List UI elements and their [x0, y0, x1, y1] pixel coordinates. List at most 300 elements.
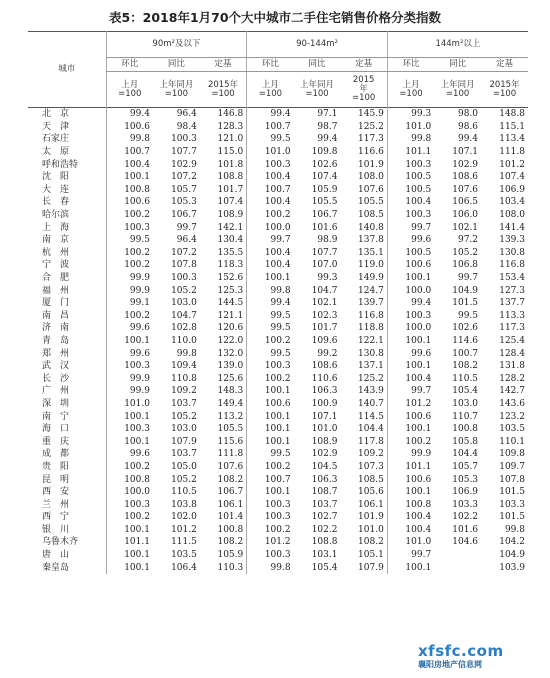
index-value: 103.7 — [171, 398, 197, 409]
index-value: 99.7 — [387, 385, 434, 398]
index-value: 109.8 — [499, 449, 525, 460]
index-value: 98.0 — [457, 109, 479, 120]
table-row — [28, 524, 528, 537]
city-name: 广 州 — [42, 386, 70, 397]
index-value: 98.4 — [176, 121, 197, 132]
index-value: 106.3 — [311, 386, 338, 397]
index-value: 99.4 — [247, 108, 294, 121]
price-index-table — [28, 31, 528, 574]
index-value: 135.1 — [358, 247, 384, 258]
index-value: 108.2 — [217, 537, 244, 548]
index-value: 98.6 — [457, 121, 479, 132]
sub-header-base: 定基 — [200, 58, 247, 72]
index-value: 153.4 — [499, 273, 525, 284]
index-value: 100.3 — [387, 310, 434, 323]
index-value: 100.1 — [247, 272, 294, 285]
index-value: 125.6 — [217, 373, 244, 384]
base-header-base: 2015年 =100 — [207, 79, 239, 99]
index-value: 137.1 — [358, 361, 384, 372]
table-row — [28, 461, 528, 474]
index-value: 99.8 — [247, 284, 294, 297]
index-value: 103.1 — [311, 550, 338, 561]
index-value: 100.1 — [387, 360, 434, 373]
table-header — [28, 32, 528, 108]
city-name: 兰 州 — [42, 499, 70, 510]
index-value: 113.4 — [499, 134, 525, 145]
index-value: 149.9 — [358, 273, 384, 284]
index-value: 100.1 — [106, 335, 153, 348]
index-value: 100.6 — [387, 259, 434, 272]
table-row — [28, 133, 528, 146]
index-value: 107.1 — [452, 147, 479, 158]
table-row — [28, 385, 528, 398]
index-value: 106.1 — [358, 499, 384, 510]
table-row — [28, 473, 528, 486]
index-value: 120.6 — [217, 323, 244, 334]
sub-header-base: 定基 — [481, 58, 528, 72]
index-value: 102.6 — [452, 323, 479, 334]
index-value: 107.9 — [358, 562, 384, 573]
index-value: 116.8 — [358, 310, 384, 321]
index-value: 101.4 — [217, 512, 244, 523]
index-value: 109.2 — [171, 386, 197, 397]
index-value: 100.3 — [106, 221, 153, 234]
index-value: 108.6 — [452, 172, 479, 183]
table-row — [28, 486, 528, 499]
table-row — [28, 146, 528, 159]
index-value: 135.5 — [217, 247, 244, 258]
index-value: 106.7 — [311, 210, 338, 221]
index-value: 110.8 — [171, 373, 197, 384]
index-value: 97.1 — [317, 109, 338, 120]
index-value: 103.3 — [452, 499, 479, 510]
index-value: 104.7 — [171, 310, 197, 321]
city-name: 乌鲁木齐 — [42, 537, 79, 548]
city-name: 宁 波 — [42, 260, 70, 271]
index-value: 106.8 — [452, 260, 479, 271]
city-name: 贵 阳 — [42, 461, 70, 472]
index-value: 103.5 — [499, 424, 525, 435]
city-name: 南 京 — [42, 235, 70, 246]
index-value: 99.4 — [247, 297, 294, 310]
index-value: 104.2 — [499, 537, 525, 548]
index-value: 101.2 — [171, 524, 197, 535]
sub-header-base: 定基 — [340, 58, 387, 72]
index-value: 99.7 — [457, 273, 479, 284]
base-header-mom: 上月 =100 — [247, 72, 294, 108]
index-value: 100.7 — [247, 121, 294, 134]
index-value: 122.1 — [358, 335, 384, 346]
index-value: 100.8 — [217, 524, 244, 535]
table-row — [28, 410, 528, 423]
index-value: 99.5 — [247, 133, 294, 146]
index-value: 107.7 — [311, 247, 338, 258]
index-value: 116.8 — [499, 260, 525, 271]
index-value: 100.5 — [387, 171, 434, 184]
index-value: 102.0 — [171, 512, 197, 523]
index-value: 101.5 — [452, 298, 479, 309]
city-name: 海 口 — [42, 424, 70, 435]
index-value: 100.1 — [247, 423, 294, 436]
index-value: 130.8 — [499, 247, 525, 258]
sub-header-mom: 环比 — [387, 58, 434, 72]
index-value: 100.6 — [247, 398, 294, 411]
index-value: 105.5 — [217, 424, 244, 435]
index-value: 96.4 — [176, 109, 197, 120]
index-value: 108.5 — [358, 474, 384, 485]
sub-header-yoy: 同比 — [434, 58, 481, 72]
index-value: 128.4 — [499, 348, 525, 359]
index-value: 108.0 — [499, 210, 525, 221]
index-value: 99.2 — [317, 348, 338, 359]
index-value: 105.9 — [311, 184, 338, 195]
index-value: 100.0 — [387, 284, 434, 297]
table-row — [28, 322, 528, 335]
index-value: 105.7 — [452, 461, 479, 472]
index-value: 99.6 — [106, 322, 153, 335]
index-value: 100.3 — [247, 498, 294, 511]
group-header-small: 90m²及以下 — [106, 32, 247, 58]
table-row — [28, 398, 528, 411]
index-value: 143.9 — [358, 386, 384, 397]
index-value: 144.5 — [217, 298, 244, 309]
index-value: 102.3 — [311, 310, 338, 321]
group-header-medium: 90-144m² — [247, 32, 388, 58]
index-value: 101.0 — [106, 398, 153, 411]
index-value: 100.1 — [106, 561, 153, 574]
index-value: 99.5 — [247, 310, 294, 323]
index-value: 100.8 — [106, 184, 153, 197]
index-value: 100.7 — [106, 146, 153, 159]
table-row — [28, 435, 528, 448]
index-value: 107.8 — [499, 474, 525, 485]
index-value: 114.6 — [452, 335, 479, 346]
index-value: 99.6 — [106, 347, 153, 360]
index-value: 100.4 — [247, 247, 294, 260]
index-value: 100.7 — [452, 348, 479, 359]
index-value: 104.9 — [452, 285, 479, 296]
index-value: 107.8 — [171, 260, 197, 271]
index-value: 99.4 — [106, 108, 153, 121]
index-value: 100.1 — [106, 435, 153, 448]
index-value: 100.0 — [247, 221, 294, 234]
index-value: 101.5 — [499, 487, 525, 498]
index-value: 124.7 — [358, 285, 384, 296]
index-value: 108.5 — [358, 210, 384, 221]
index-value: 99.9 — [106, 284, 153, 297]
index-value: 99.9 — [387, 448, 434, 461]
index-value: 100.1 — [106, 410, 153, 423]
index-value: 99.5 — [247, 347, 294, 360]
index-value: 100.2 — [106, 259, 153, 272]
city-name: 银 川 — [42, 524, 70, 535]
index-value: 148.3 — [217, 386, 244, 397]
index-value: 99.3 — [387, 108, 434, 121]
index-value: 145.9 — [358, 109, 384, 120]
index-value: 99.4 — [317, 134, 338, 145]
index-value: 109.2 — [358, 449, 384, 460]
table-row — [28, 448, 528, 461]
index-value: 118.3 — [217, 260, 244, 271]
city-name: 成 都 — [42, 449, 70, 460]
index-value: 103.7 — [171, 449, 197, 460]
index-value: 105.4 — [452, 386, 479, 397]
index-value: 139.0 — [217, 361, 244, 372]
index-value: 109.6 — [311, 335, 338, 346]
index-value: 142.1 — [217, 222, 244, 233]
index-value: 107.9 — [171, 436, 197, 447]
table-row — [28, 209, 528, 222]
table-row — [28, 561, 528, 574]
city-name: 北 京 — [42, 109, 70, 120]
index-value: 137.8 — [358, 235, 384, 246]
index-value: 103.9 — [499, 562, 525, 573]
city-name: 呼和浩特 — [42, 159, 79, 170]
city-name: 长 春 — [42, 197, 70, 208]
index-value: 100.1 — [387, 335, 434, 348]
index-value: 100.1 — [106, 171, 153, 184]
index-value: 100.6 — [106, 196, 153, 209]
index-value: 101.6 — [452, 524, 479, 535]
city-name: 唐 山 — [42, 550, 70, 561]
index-value: 102.1 — [452, 222, 479, 233]
table-row — [28, 536, 528, 549]
index-value: 121.0 — [217, 134, 244, 145]
index-value: 110.7 — [452, 411, 479, 422]
table-title: 表5：2018年1月70个大中城市二手住宅销售价格分类指数 — [108, 10, 442, 25]
index-value: 108.2 — [217, 474, 244, 485]
index-value: 100.7 — [247, 473, 294, 486]
table-row — [28, 511, 528, 524]
index-value: 152.6 — [217, 273, 244, 284]
index-value: 100.1 — [247, 385, 294, 398]
index-value: 100.7 — [247, 184, 294, 197]
city-name: 武 汉 — [42, 361, 70, 372]
index-value: 102.9 — [311, 449, 338, 460]
base-header-mom: 上月 =100 — [387, 72, 434, 108]
index-value: 105.1 — [358, 550, 384, 561]
index-value: 105.5 — [311, 197, 338, 208]
index-value: 101.8 — [217, 159, 244, 170]
base-header-base: 2015 年 =100 — [351, 75, 376, 103]
index-value: 146.8 — [217, 109, 244, 120]
index-value: 100.8 — [452, 424, 479, 435]
index-value: 141.4 — [499, 222, 525, 233]
index-value: 123.2 — [499, 411, 525, 422]
index-value: 103.8 — [171, 499, 197, 510]
city-name: 秦皇岛 — [42, 562, 70, 573]
index-value: 99.9 — [106, 272, 153, 285]
index-value: 103.0 — [171, 424, 197, 435]
city-name: 济 南 — [42, 323, 70, 334]
index-value: 101.1 — [106, 536, 153, 549]
index-value: 100.4 — [106, 158, 153, 171]
index-value: 100.6 — [106, 121, 153, 134]
index-value: 105.4 — [311, 562, 338, 573]
index-value: 100.6 — [387, 410, 434, 423]
index-value: 100.2 — [106, 461, 153, 474]
index-value: 110.0 — [171, 335, 197, 346]
city-name: 重 庆 — [42, 436, 70, 447]
index-value: 110.6 — [311, 373, 338, 384]
index-value: 99.6 — [106, 448, 153, 461]
city-name: 沈 阳 — [42, 172, 70, 183]
index-value: 115.1 — [499, 121, 525, 132]
index-value: 96.4 — [176, 235, 197, 246]
city-name: 福 州 — [42, 285, 70, 296]
index-value — [434, 561, 481, 574]
index-value: 127.3 — [499, 285, 525, 296]
index-value: 109.7 — [499, 461, 525, 472]
index-value: 107.3 — [358, 461, 384, 472]
index-value: 107.7 — [171, 147, 197, 158]
index-value: 98.7 — [317, 121, 338, 132]
index-value: 125.4 — [499, 335, 525, 346]
table-row — [28, 259, 528, 272]
index-value: 107.6 — [217, 461, 244, 472]
table-row — [28, 121, 528, 134]
table-row — [28, 272, 528, 285]
index-value: 108.8 — [311, 537, 338, 548]
index-value: 100.3 — [387, 209, 434, 222]
sub-header-mom: 环比 — [247, 58, 294, 72]
index-value: 101.0 — [387, 121, 434, 134]
index-value: 107.6 — [358, 184, 384, 195]
city-name: 昆 明 — [42, 474, 70, 485]
base-header-yoy: 上年同月 =100 — [300, 79, 335, 99]
index-value: 116.6 — [358, 147, 384, 158]
index-value: 99.5 — [247, 322, 294, 335]
city-name: 厦 门 — [42, 298, 70, 309]
index-value: 105.3 — [452, 474, 479, 485]
index-value: 139.7 — [358, 298, 384, 309]
index-value: 140.7 — [358, 398, 384, 409]
index-value: 105.2 — [171, 411, 197, 422]
sub-header-yoy: 同比 — [153, 58, 200, 72]
index-value: 107.2 — [171, 247, 197, 258]
index-value: 99.4 — [387, 297, 434, 310]
index-value: 98.9 — [317, 235, 338, 246]
table-body — [28, 108, 528, 574]
index-value: 107.1 — [311, 411, 338, 422]
watermark — [414, 642, 542, 670]
index-value: 100.1 — [387, 423, 434, 436]
table-row — [28, 310, 528, 323]
index-value: 100.2 — [247, 372, 294, 385]
table-row — [28, 498, 528, 511]
index-value: 131.8 — [499, 361, 525, 372]
index-value: 107.4 — [499, 172, 525, 183]
city-name: 哈尔滨 — [42, 210, 70, 221]
index-value: 101.0 — [387, 536, 434, 549]
index-value: 100.2 — [247, 461, 294, 474]
index-value: 100.2 — [106, 247, 153, 260]
index-value: 108.0 — [358, 172, 384, 183]
index-value: 100.3 — [247, 360, 294, 373]
index-value: 118.8 — [358, 323, 384, 334]
index-value: 117.3 — [358, 134, 384, 145]
index-value: 110.1 — [499, 436, 525, 447]
index-value: 99.7 — [387, 549, 434, 562]
index-value: 100.3 — [247, 549, 294, 562]
index-value: 100.4 — [247, 171, 294, 184]
index-value: 105.2 — [171, 474, 197, 485]
index-value: 143.6 — [499, 398, 525, 409]
index-value: 103.7 — [311, 499, 338, 510]
index-value: 100.3 — [106, 423, 153, 436]
table-row — [28, 184, 528, 197]
index-value: 100.0 — [106, 486, 153, 499]
watermark-subtitle: 襄阳房地产信息网 — [418, 660, 482, 669]
index-value: 110.5 — [452, 373, 479, 384]
index-value: 110.5 — [171, 487, 197, 498]
table-row — [28, 158, 528, 171]
table-row — [28, 297, 528, 310]
table-row — [28, 247, 528, 260]
base-header-yoy: 上年同月 =100 — [440, 79, 475, 99]
index-value: 103.3 — [499, 499, 525, 510]
index-value: 130.8 — [358, 348, 384, 359]
index-value: 109.4 — [171, 361, 197, 372]
index-value: 100.2 — [387, 435, 434, 448]
index-value: 97.2 — [457, 235, 479, 246]
index-value: 105.9 — [217, 550, 244, 561]
city-name: 西 宁 — [42, 512, 70, 523]
index-value: 100.5 — [387, 184, 434, 197]
index-value: 105.2 — [171, 285, 197, 296]
index-value: 107.2 — [171, 172, 197, 183]
index-value: 100.3 — [247, 511, 294, 524]
index-value: 109.8 — [311, 147, 338, 158]
index-value: 101.1 — [387, 146, 434, 159]
index-value: 107.4 — [217, 197, 244, 208]
index-value — [434, 549, 481, 562]
index-value: 111.8 — [217, 449, 244, 460]
index-value: 102.1 — [311, 298, 338, 309]
index-value: 108.9 — [217, 210, 244, 221]
index-value: 99.8 — [176, 348, 197, 359]
index-value: 101.7 — [217, 184, 244, 195]
index-value: 104.5 — [311, 461, 338, 472]
index-value: 102.6 — [311, 159, 338, 170]
index-value: 105.2 — [452, 247, 479, 258]
index-value: 115.0 — [217, 147, 244, 158]
group-header-large: 144m²以上 — [387, 32, 528, 58]
base-header-yoy: 上年同月 =100 — [159, 79, 194, 99]
index-value: 101.0 — [247, 146, 294, 159]
index-value: 100.3 — [106, 360, 153, 373]
index-value: 101.2 — [387, 398, 434, 411]
index-value: 140.8 — [358, 222, 384, 233]
index-value: 101.2 — [499, 159, 525, 170]
index-value: 106.7 — [217, 487, 244, 498]
index-value: 108.7 — [311, 487, 338, 498]
index-value: 102.7 — [311, 512, 338, 523]
city-name: 西 安 — [42, 487, 70, 498]
city-name: 郑 州 — [42, 348, 70, 359]
index-value: 100.9 — [311, 398, 338, 409]
city-name: 杭 州 — [42, 247, 70, 258]
index-value: 132.0 — [217, 348, 244, 359]
index-value: 105.3 — [171, 197, 197, 208]
index-value: 101.6 — [311, 222, 338, 233]
index-value: 99.7 — [176, 222, 197, 233]
index-value: 148.8 — [499, 109, 525, 120]
index-value: 121.1 — [217, 310, 244, 321]
base-header-base: 2015年 =100 — [489, 79, 520, 99]
index-value: 117.8 — [358, 436, 384, 447]
index-value: 100.0 — [387, 322, 434, 335]
